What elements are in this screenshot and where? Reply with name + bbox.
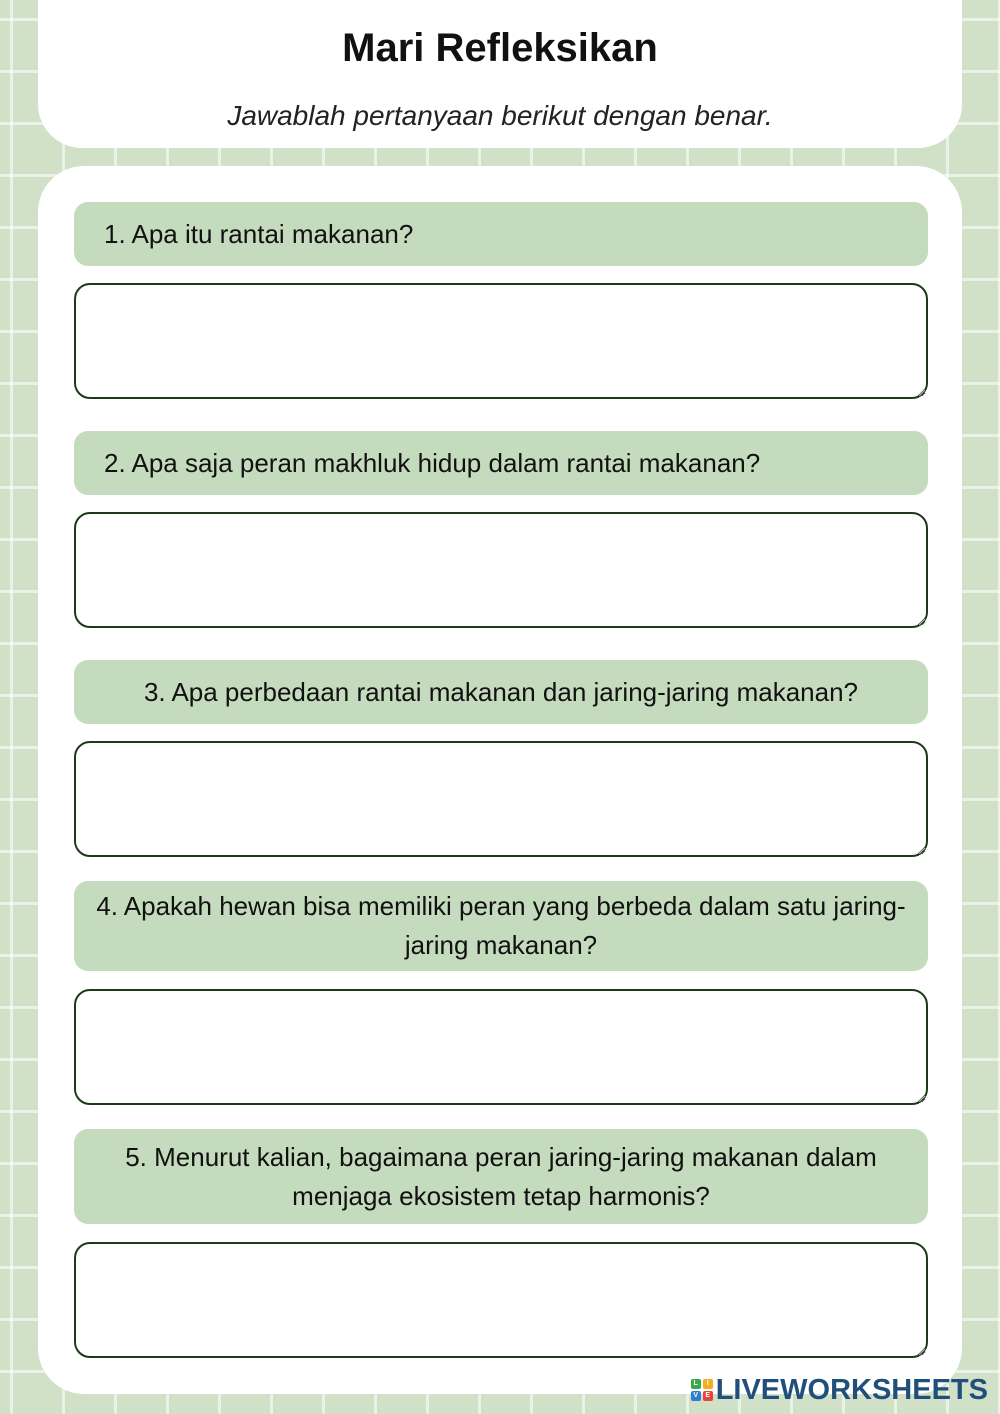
answer-2-field[interactable] [74, 512, 928, 628]
logo-tile-l: L [691, 1379, 701, 1389]
question-2-label: 2. Apa saja peran makhluk hidup dalam rantai makanan? [74, 431, 928, 495]
question-4-label: 4. Apakah hewan bisa memiliki peran yang berbeda dalam satu jaring-jaring makanan? [74, 881, 928, 971]
answer-1-field[interactable] [74, 283, 928, 399]
question-5-label: 5. Menurut kalian, bagaimana peran jaring-jaring makanan dalam menjaga ekosistem tetap harmonis? [74, 1129, 928, 1224]
liveworksheets-brand[interactable] [691, 1373, 988, 1406]
page-subtitle: Jawablah pertanyaan berikut dengan benar. [227, 100, 773, 131]
question-3-label: 3. Apa perbedaan rantai makanan dan jaring-jaring makanan? [74, 660, 928, 724]
logo-tile-i: I [703, 1379, 713, 1389]
page-title: Mari Refleksikan [342, 26, 658, 70]
logo-tile-v: V [691, 1391, 701, 1401]
answer-3-field[interactable] [74, 741, 928, 857]
answer-5-field[interactable] [74, 1242, 928, 1358]
logo-tile-e: E [703, 1391, 713, 1401]
liveworksheets-logo-icon [691, 1379, 713, 1401]
header-card [38, 0, 962, 148]
liveworksheets-wordmark: LIVEWORKSHEETS [715, 1373, 988, 1406]
question-1-label: 1. Apa itu rantai makanan? [74, 202, 928, 266]
answer-4-field[interactable] [74, 989, 928, 1105]
